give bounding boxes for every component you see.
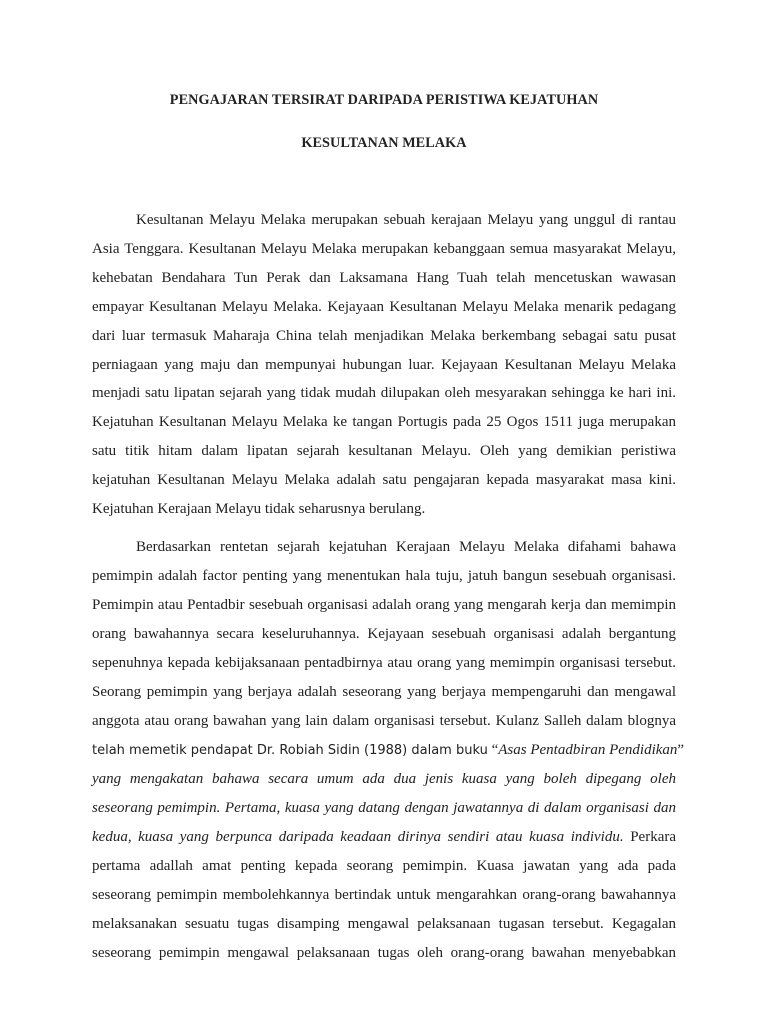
paragraph-1-line: Asia Tenggara. Kesultanan Melayu Melaka merupakan kebanggaan semua masyarakat Melayu, — [92, 241, 676, 257]
paragraph-2-line: Seorang pemimpin yang berjaya adalah seseorang yang berjaya mempengaruhi dan mengawal — [92, 684, 676, 700]
paragraph-1-line: menjadi satu lipatan sejarah yang tidak mudah dilupakan oleh mesyarakan sehingga ke hari ini. — [92, 385, 676, 401]
paragraph-1-line: kehebatan Bendahara Tun Perak dan Laksamana Hang Tuah telah mencetuskan wawasan — [92, 270, 676, 286]
paragraph-1-line: satu titik hitam dalam lipatan sejarah kesultanan Melayu. Oleh yang demikian peristiwa — [92, 443, 676, 459]
paragraph-1-line: Kejatuhan Kesultanan Melayu Melaka ke tangan Portugis pada 25 Ogos 1511 juga merupakan — [92, 414, 676, 430]
plain-text: Perkara — [630, 829, 677, 845]
close-quote: ” — [677, 742, 685, 758]
open-quote: “ — [491, 742, 499, 758]
paragraph-2-line-italic — [92, 799, 676, 817]
paragraph-1-line: dari luar termasuk Maharaja China telah menjadikan Melaka berkembang sebagai satu pusat — [92, 328, 676, 344]
quoted-text: kedua, kuasa yang berpunca daripada keadaan dirinya sendiri atau kuasa individu. — [92, 829, 624, 845]
paragraph-2-line: pertama adallah amat penting kepada seorang pemimpin. Kuasa jawatan yang ada pada — [92, 858, 676, 874]
paragraph-2-line: pemimpin adalah factor penting yang menentukan hala tuju, jatuh bangun sesebuah organisasi. — [92, 568, 676, 584]
document-title-line-2: KESULTANAN MELAKA — [301, 135, 467, 151]
paragraph-1-line: perniagaan yang maju dan mempunyai hubungan luar. Kejayaan Kesultanan Melayu Melaka — [92, 357, 676, 373]
paragraph-1-line: Kesultanan Melayu Melaka merupakan sebuah kerajaan Melayu yang unggul di rantau — [136, 212, 676, 228]
paragraph-2-line: anggota atau orang bawahan yang lain dalam organisasi tersebut. Kulanz Salleh dalam blognya — [92, 713, 676, 729]
paragraph-2-line-mixed — [92, 828, 676, 846]
paragraph-2-line-citation — [92, 741, 685, 760]
document-title-line-1: PENGAJARAN TERSIRAT DARIPADA PERISTIWA KEJATUHAN — [169, 92, 599, 108]
quoted-text: yang mengakatan bahawa secara umum ada dua jenis kuasa yang boleh dipegang oleh — [92, 771, 676, 787]
quoted-text: seseorang pemimpin. Pertama, kuasa yang datang dengan jawatannya di dalam organisasi dan — [92, 800, 676, 816]
paragraph-2-line: seseorang pemimpin membolehkannya bertindak untuk mengarahkan orang-orang bawahannya — [92, 887, 676, 903]
paragraph-2-line: Berdasarkan rentetan sejarah kejatuhan Kerajaan Melayu Melaka difahami bahawa — [136, 539, 676, 555]
paragraph-2-line: orang bawahannya secara keseluruhannya. Kejayaan sesebuah organisasi adalah bergantung — [92, 626, 676, 642]
paragraph-1-line: kejatuhan Kesultanan Melayu Melaka adalah satu pengajaran kepada masyarakat masa kini. — [92, 472, 676, 488]
book-title: Asas Pentadbiran Pendidikan — [498, 742, 678, 758]
citation-text: telah memetik pendapat Dr. Robiah Sidin (1988) dalam buku — [92, 743, 488, 758]
paragraph-1-line: Kejatuhan Kerajaan Melayu tidak seharusnya berulang. — [92, 501, 426, 517]
paragraph-2-line-italic — [92, 770, 676, 788]
paragraph-2-line: seseorang pemimpin mengawal pelaksanaan tugas oleh orang-orang bawahan menyebabkan — [92, 945, 676, 961]
paragraph-2-line: sepenuhnya kepada kebijaksanaan pentadbirnya atau orang yang memimpin organisasi tersebut. — [92, 655, 676, 671]
paragraph-2-line: Pemimpin atau Pentadbir sesebuah organisasi adalah orang yang mengarah kerja dan memimpin — [92, 597, 676, 613]
paragraph-2-line: melaksanakan sesuatu tugas disamping mengawal pelaksanaan tugasan tersebut. Kegagalan — [92, 916, 676, 932]
paragraph-1-line: empayar Kesultanan Melayu Melaka. Kejayaan Kesultanan Melayu Melaka menarik pedagang — [92, 299, 676, 315]
